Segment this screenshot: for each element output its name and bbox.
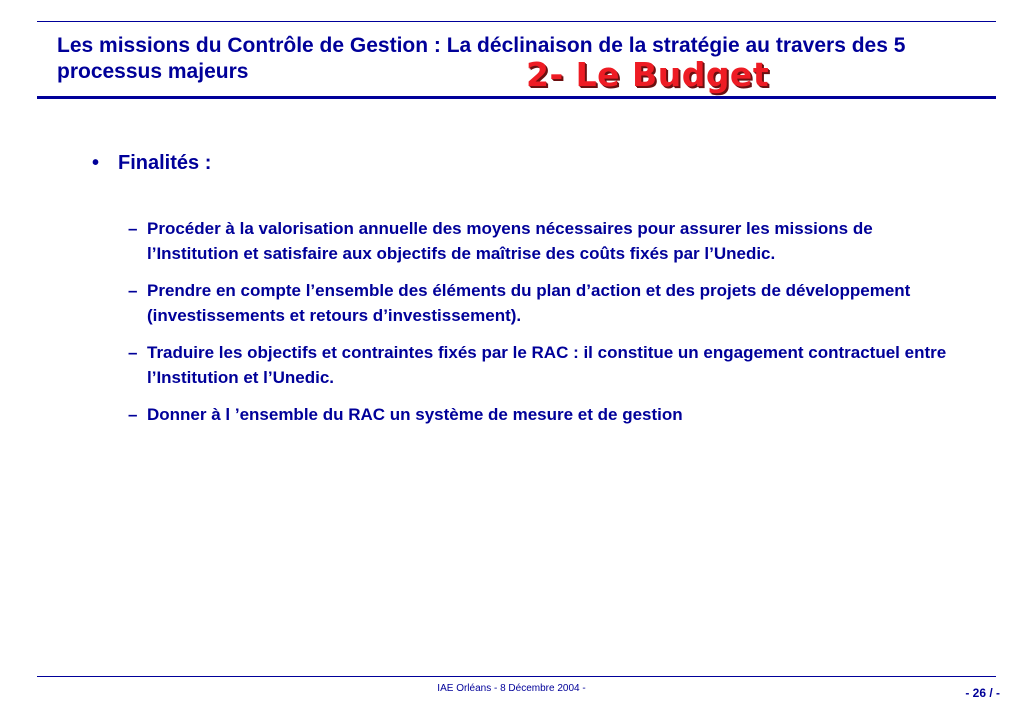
footer-rule [37, 676, 996, 677]
finalites-list [128, 216, 948, 439]
list-item-text: Donner à l ’ensemble du RAC un système de mesure et de gestion [147, 405, 683, 424]
slide-title: Les missions du Contrôle de Gestion : La déclinaison de la stratégie au travers des 5 processus majeurs [57, 34, 906, 83]
page-number: - 26 / - [965, 686, 1000, 700]
list-item [128, 402, 948, 427]
bullet-marker: • [92, 152, 100, 174]
list-item-text: Prendre en compte l’ensemble des éléments du plan d’action et des projets de développement (investissements et retours d’investissement). [147, 281, 911, 325]
heading-text: Finalités : [118, 152, 212, 174]
dash-marker: – [128, 343, 138, 362]
dash-marker: – [128, 405, 138, 424]
top-rule [37, 21, 996, 22]
list-item-text: Traduire les objectifs et contraintes fixés par le RAC : il constitue un engagement contractuel entre l’Institution et l’Unedic. [147, 343, 947, 387]
title-underline [37, 96, 996, 99]
footer-text: IAE Orléans - 8 Décembre 2004 - [437, 683, 586, 694]
list-item [128, 216, 948, 266]
list-item-text: Procéder à la valorisation annuelle des moyens nécessaires pour assurer les missions de l’Institution et satisfaire aux objectifs de maîtrise des coûts fixés par l’Unedic. [147, 219, 873, 263]
section-title: 2- Le Budget [526, 55, 770, 94]
dash-marker: – [128, 219, 138, 238]
list-item [128, 278, 948, 328]
bullet-heading [92, 151, 211, 175]
list-item [128, 340, 948, 390]
dash-marker: – [128, 281, 138, 300]
